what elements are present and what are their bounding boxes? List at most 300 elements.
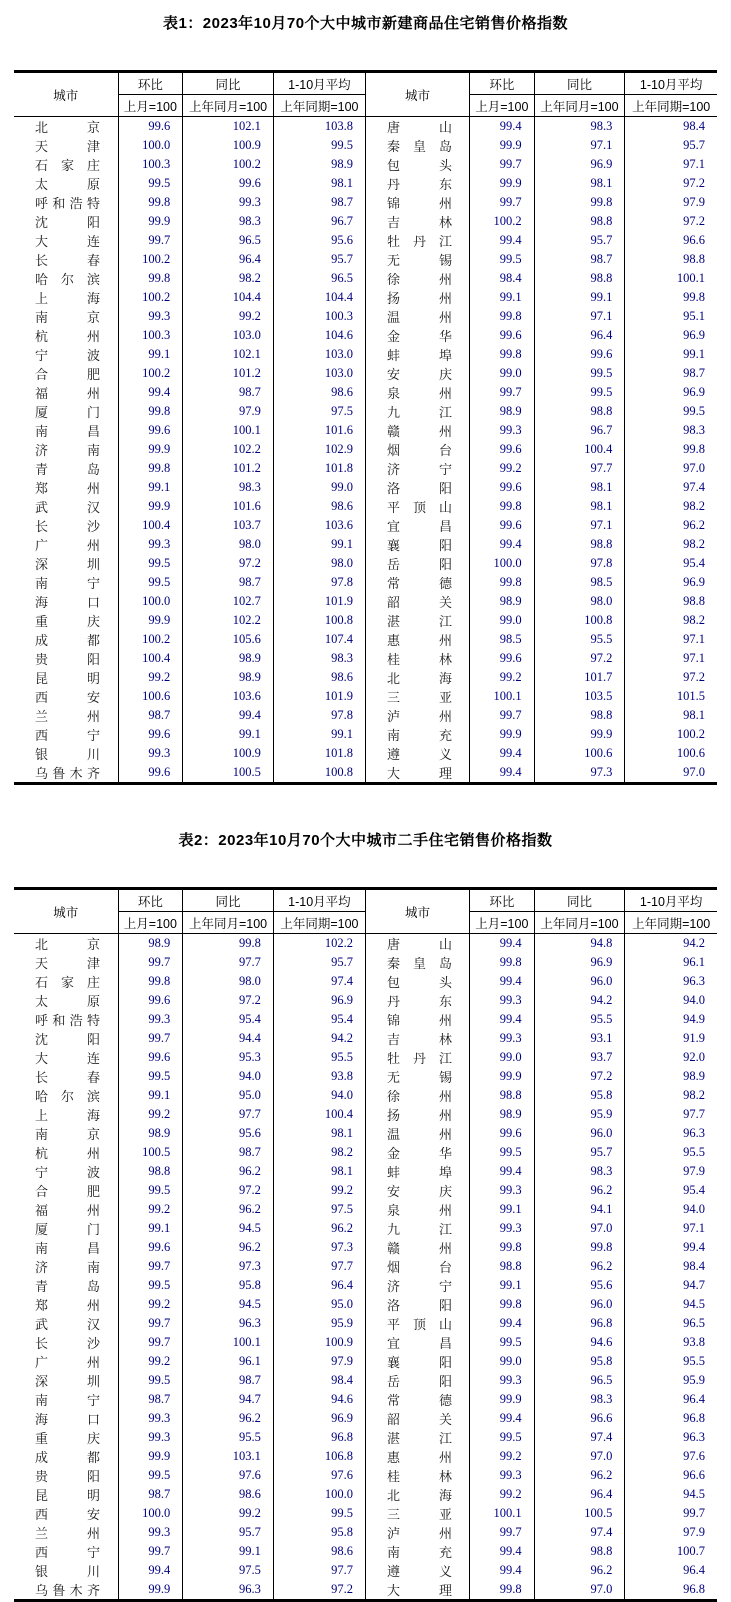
value-cell: 102.7 [183, 592, 274, 611]
value-cell: 97.2 [534, 1067, 625, 1086]
value-cell: 100.0 [469, 554, 534, 573]
value-cell: 103.0 [273, 345, 365, 364]
col-header-avg: 1-10月平均 [273, 889, 365, 912]
value-cell: 99.7 [683, 1506, 705, 1520]
city-cell [14, 497, 118, 516]
value-cell: 97.1 [534, 516, 625, 535]
value-cell: 102.2 [183, 611, 274, 630]
value-cell: 99.8 [534, 1238, 625, 1257]
city-cell [365, 364, 469, 383]
city-cell [14, 1428, 118, 1447]
table-row [14, 1276, 717, 1295]
value-cell: 96.6 [683, 1468, 705, 1482]
city-cell [365, 725, 469, 744]
city-name: 银川 [35, 1564, 100, 1579]
city-cell [14, 706, 118, 725]
city-name: 杭州 [35, 329, 100, 344]
value-cell: 103.0 [183, 326, 274, 345]
value-cell: 99.8 [469, 307, 534, 326]
value-cell: 99.2 [469, 1447, 534, 1466]
value-cell: 104.4 [183, 288, 274, 307]
value-cell: 99.2 [469, 668, 534, 687]
value-cell: 100.0 [118, 1504, 183, 1523]
value-cell: 97.5 [183, 1561, 274, 1580]
value-cell: 96.6 [683, 233, 705, 247]
col-subheader-mom-base: 上月=100 [118, 95, 183, 117]
table2-body [14, 934, 717, 1601]
value-cell: 99.4 [469, 744, 534, 763]
col-subheader-yoy-base: 上年同月=100 [534, 912, 625, 934]
value-cell: 95.9 [534, 1105, 625, 1124]
value-cell: 98.7 [273, 193, 365, 212]
value-cell: 94.6 [534, 1333, 625, 1352]
city-name: 韶关 [386, 595, 452, 610]
city-cell [14, 611, 118, 630]
city-name: 兰州 [35, 709, 100, 724]
col-header-city: 城市 [365, 889, 469, 934]
value-cell: 95.6 [183, 1124, 274, 1143]
value-cell: 99.9 [469, 1067, 534, 1086]
value-cell: 99.3 [469, 421, 534, 440]
value-cell: 96.2 [534, 1466, 625, 1485]
value-cell: 99.9 [469, 1390, 534, 1409]
value-cell: 99.5 [273, 136, 365, 155]
city-name: 南充 [386, 728, 452, 743]
city-name: 洛阳 [386, 481, 452, 496]
col-header-mom: 环比 [469, 72, 534, 95]
city-name: 北京 [35, 120, 100, 135]
value-cell: 99.7 [118, 231, 183, 250]
value-cell: 97.8 [273, 706, 365, 725]
value-cell: 96.3 [683, 1430, 705, 1444]
value-cell: 95.3 [183, 1048, 274, 1067]
value-cell: 100.7 [676, 1544, 705, 1558]
value-cell: 100.1 [469, 1504, 534, 1523]
value-cell: 99.4 [469, 972, 534, 991]
value-cell: 99.5 [118, 1466, 183, 1485]
city-name: 济南 [35, 443, 100, 458]
city-cell [14, 1295, 118, 1314]
city-cell [14, 1333, 118, 1352]
value-cell: 99.4 [683, 1240, 705, 1254]
city-name: 牡丹江 [386, 1051, 452, 1066]
value-cell: 103.5 [534, 687, 625, 706]
city-name: 厦门 [35, 1222, 100, 1237]
city-cell [14, 364, 118, 383]
value-cell: 100.2 [183, 155, 274, 174]
city-cell [365, 1067, 469, 1086]
value-cell: 99.3 [469, 1219, 534, 1238]
col-subheader-yoy-base: 上年同月=100 [183, 95, 274, 117]
city-cell [365, 345, 469, 364]
city-cell [14, 953, 118, 972]
value-cell: 101.8 [273, 459, 365, 478]
value-cell: 99.2 [183, 307, 274, 326]
value-cell: 99.7 [118, 1333, 183, 1352]
value-cell: 99.5 [118, 573, 183, 592]
city-name: 银川 [35, 747, 100, 762]
value-cell: 98.4 [683, 1259, 705, 1273]
city-name: 襄阳 [386, 1355, 452, 1370]
value-cell: 106.8 [273, 1447, 365, 1466]
city-name: 贵阳 [35, 652, 100, 667]
city-cell [14, 1523, 118, 1542]
value-cell: 101.7 [534, 668, 625, 687]
city-cell [365, 1352, 469, 1371]
value-cell: 94.0 [273, 1086, 365, 1105]
city-name: 长春 [35, 1070, 100, 1085]
city-cell [365, 459, 469, 478]
value-cell: 97.3 [273, 1238, 365, 1257]
value-cell: 100.2 [469, 212, 534, 231]
city-name: 乌鲁木齐 [35, 766, 100, 781]
city-cell [365, 1181, 469, 1200]
city-name: 哈尔滨 [35, 1089, 100, 1104]
value-cell: 97.2 [683, 670, 705, 684]
value-cell: 99.3 [118, 1409, 183, 1428]
value-cell: 96.4 [183, 250, 274, 269]
value-cell: 99.8 [118, 459, 183, 478]
value-cell: 96.3 [183, 1314, 274, 1333]
value-cell: 91.9 [683, 1031, 705, 1045]
value-cell: 95.5 [534, 630, 625, 649]
value-cell: 101.2 [183, 364, 274, 383]
table-row [14, 345, 717, 364]
city-name: 平顶山 [386, 500, 452, 515]
value-cell: 92.0 [683, 1050, 705, 1064]
value-cell: 99.4 [469, 535, 534, 554]
value-cell: 97.7 [683, 1107, 705, 1121]
city-cell [365, 231, 469, 250]
city-cell [14, 991, 118, 1010]
city-name: 呼和浩特 [35, 196, 100, 211]
table-row [14, 1447, 717, 1466]
value-cell: 99.1 [118, 1219, 183, 1238]
value-cell: 96.2 [183, 1162, 274, 1181]
value-cell: 96.4 [683, 1392, 705, 1406]
value-cell: 98.8 [469, 1086, 534, 1105]
value-cell: 96.0 [534, 1295, 625, 1314]
value-cell: 99.8 [469, 1295, 534, 1314]
city-cell [365, 1143, 469, 1162]
city-name: 九江 [386, 1222, 452, 1237]
city-name: 九江 [386, 405, 452, 420]
col-subheader-mom-base: 上月=100 [469, 912, 534, 934]
value-cell: 103.6 [183, 687, 274, 706]
value-cell: 99.9 [469, 136, 534, 155]
value-cell: 104.4 [273, 288, 365, 307]
city-cell [365, 155, 469, 174]
city-name: 北海 [386, 1488, 452, 1503]
table-row [14, 592, 717, 611]
table-row [14, 136, 717, 155]
value-cell: 97.9 [683, 1525, 705, 1539]
value-cell: 98.8 [534, 706, 625, 725]
city-name: 石家庄 [35, 158, 100, 173]
value-cell: 101.8 [273, 744, 365, 763]
value-cell: 97.5 [273, 402, 365, 421]
value-cell: 100.2 [118, 364, 183, 383]
value-cell: 99.8 [118, 402, 183, 421]
value-cell: 98.8 [534, 212, 625, 231]
value-cell: 98.9 [469, 592, 534, 611]
table-row [14, 1295, 717, 1314]
value-cell: 99.0 [469, 1352, 534, 1371]
value-cell: 98.8 [534, 402, 625, 421]
city-cell [365, 706, 469, 725]
value-cell: 99.3 [118, 1523, 183, 1542]
table-row [14, 972, 717, 991]
table-row [14, 155, 717, 174]
value-cell: 100.8 [534, 611, 625, 630]
value-cell: 99.8 [118, 972, 183, 991]
value-cell: 99.5 [683, 404, 705, 418]
city-cell [365, 1010, 469, 1029]
city-cell [14, 421, 118, 440]
city-name: 武汉 [35, 500, 100, 515]
value-cell: 99.8 [683, 290, 705, 304]
value-cell: 99.4 [469, 117, 534, 137]
table-row [14, 1105, 717, 1124]
value-cell: 100.9 [183, 744, 274, 763]
city-name: 南昌 [35, 1241, 100, 1256]
table-row [14, 117, 717, 137]
value-cell: 100.3 [273, 307, 365, 326]
city-cell [14, 972, 118, 991]
table-row [14, 516, 717, 535]
city-cell [14, 1219, 118, 1238]
value-cell: 94.8 [534, 934, 625, 954]
value-cell: 99.4 [469, 1542, 534, 1561]
value-cell: 98.0 [273, 554, 365, 573]
city-cell [14, 402, 118, 421]
value-cell: 98.9 [683, 1069, 705, 1083]
city-name: 呼和浩特 [35, 1013, 100, 1028]
value-cell: 98.8 [534, 1542, 625, 1561]
value-cell: 99.1 [183, 1542, 274, 1561]
city-cell [365, 250, 469, 269]
table-row [14, 630, 717, 649]
value-cell: 96.8 [534, 1314, 625, 1333]
table-row [14, 1219, 717, 1238]
value-cell: 99.9 [118, 611, 183, 630]
value-cell: 99.9 [118, 1447, 183, 1466]
table-row [14, 421, 717, 440]
value-cell: 100.0 [273, 1485, 365, 1504]
table2-container [0, 887, 731, 1602]
city-cell [365, 288, 469, 307]
city-cell [365, 117, 469, 137]
city-cell [365, 1295, 469, 1314]
value-cell: 100.5 [534, 1504, 625, 1523]
city-name: 西安 [35, 1507, 100, 1522]
value-cell: 99.8 [469, 345, 534, 364]
city-cell [14, 269, 118, 288]
city-cell [14, 307, 118, 326]
value-cell: 94.1 [534, 1200, 625, 1219]
value-cell: 97.0 [534, 1580, 625, 1601]
value-cell: 99.1 [183, 725, 274, 744]
value-cell: 100.2 [118, 250, 183, 269]
value-cell: 96.9 [534, 953, 625, 972]
table-row [14, 1352, 717, 1371]
city-cell [365, 497, 469, 516]
table2-title: 表2：2023年10月70个大中城市二手住宅销售价格指数 [178, 832, 553, 849]
city-name: 泉州 [386, 386, 452, 401]
city-cell [14, 212, 118, 231]
value-cell: 98.3 [683, 423, 705, 437]
value-cell: 99.5 [118, 1181, 183, 1200]
value-cell: 98.9 [273, 155, 365, 174]
value-cell: 99.4 [469, 763, 534, 784]
value-cell: 99.1 [469, 1200, 534, 1219]
value-cell: 95.0 [183, 1086, 274, 1105]
value-cell: 99.9 [118, 212, 183, 231]
city-cell [365, 193, 469, 212]
value-cell: 99.8 [469, 1580, 534, 1601]
value-cell: 95.7 [273, 953, 365, 972]
value-cell: 96.7 [534, 421, 625, 440]
value-cell: 100.6 [676, 746, 705, 760]
city-cell [365, 744, 469, 763]
value-cell: 97.7 [534, 459, 625, 478]
value-cell: 101.6 [183, 497, 274, 516]
city-cell [14, 440, 118, 459]
value-cell: 94.6 [273, 1390, 365, 1409]
value-cell: 98.6 [183, 1485, 274, 1504]
value-cell: 95.4 [273, 1010, 365, 1029]
value-cell: 99.7 [469, 1523, 534, 1542]
table-row [14, 1523, 717, 1542]
city-name: 湛江 [386, 614, 452, 629]
city-name: 长沙 [35, 519, 100, 534]
value-cell: 99.3 [469, 1371, 534, 1390]
value-cell: 98.6 [273, 668, 365, 687]
table-row [14, 649, 717, 668]
value-cell: 100.1 [676, 271, 705, 285]
value-cell: 97.6 [273, 1466, 365, 1485]
value-cell: 100.6 [118, 687, 183, 706]
value-cell: 95.7 [534, 1143, 625, 1162]
city-cell [365, 554, 469, 573]
value-cell: 99.7 [118, 1314, 183, 1333]
value-cell: 100.1 [469, 687, 534, 706]
value-cell: 97.3 [534, 763, 625, 784]
value-cell: 98.7 [118, 706, 183, 725]
city-name: 遵义 [386, 1564, 452, 1579]
col-subheader-mom-base: 上月=100 [118, 912, 183, 934]
value-cell: 94.5 [683, 1297, 705, 1311]
value-cell: 97.4 [683, 480, 705, 494]
value-cell: 98.6 [273, 497, 365, 516]
value-cell: 94.2 [273, 1029, 365, 1048]
value-cell: 99.6 [118, 991, 183, 1010]
value-cell: 99.7 [469, 383, 534, 402]
city-cell [14, 459, 118, 478]
table-row [14, 307, 717, 326]
table-row [14, 193, 717, 212]
table-row [14, 402, 717, 421]
value-cell: 97.1 [683, 651, 705, 665]
city-name: 济南 [35, 1260, 100, 1275]
value-cell: 98.5 [469, 630, 534, 649]
value-cell: 97.1 [683, 632, 705, 646]
table-row [14, 1561, 717, 1580]
col-header-mom: 环比 [118, 889, 183, 912]
table-row [14, 250, 717, 269]
value-cell: 99.4 [469, 231, 534, 250]
value-cell: 100.0 [118, 592, 183, 611]
value-cell: 99.6 [469, 478, 534, 497]
city-name: 赣州 [386, 1241, 452, 1256]
value-cell: 99.9 [469, 174, 534, 193]
col-header-city: 城市 [14, 889, 118, 934]
value-cell: 99.4 [469, 1409, 534, 1428]
table1-container [0, 70, 731, 785]
value-cell: 99.4 [469, 1561, 534, 1580]
city-name: 唐山 [386, 120, 452, 135]
city-name: 岳阳 [386, 1374, 452, 1389]
value-cell: 98.9 [469, 1105, 534, 1124]
value-cell: 100.5 [118, 1143, 183, 1162]
value-cell: 100.2 [676, 727, 705, 741]
value-cell: 98.2 [683, 1088, 705, 1102]
city-cell [365, 1276, 469, 1295]
value-cell: 98.8 [534, 269, 625, 288]
value-cell: 99.1 [469, 1276, 534, 1295]
value-cell: 99.8 [469, 497, 534, 516]
table1-new-home-price-index [14, 70, 717, 785]
value-cell: 98.8 [469, 1257, 534, 1276]
city-cell [365, 1162, 469, 1181]
city-cell [365, 1390, 469, 1409]
city-name: 南宁 [35, 576, 100, 591]
value-cell: 94.4 [183, 1029, 274, 1048]
city-cell [365, 1029, 469, 1048]
table-row [14, 1029, 717, 1048]
value-cell: 98.7 [183, 573, 274, 592]
city-cell [365, 307, 469, 326]
city-cell [365, 763, 469, 784]
value-cell: 100.8 [273, 611, 365, 630]
value-cell: 94.5 [183, 1219, 274, 1238]
value-cell: 99.0 [469, 364, 534, 383]
city-cell [14, 1257, 118, 1276]
city-name: 金华 [386, 1146, 452, 1161]
table-row [14, 1485, 717, 1504]
city-cell [365, 1580, 469, 1601]
value-cell: 99.1 [273, 725, 365, 744]
city-cell [365, 934, 469, 954]
value-cell: 96.4 [273, 1276, 365, 1295]
value-cell: 99.3 [118, 535, 183, 554]
city-cell [365, 611, 469, 630]
value-cell: 99.7 [118, 1542, 183, 1561]
value-cell: 99.2 [273, 1181, 365, 1200]
value-cell: 99.5 [118, 1067, 183, 1086]
table-row [14, 478, 717, 497]
city-cell [365, 991, 469, 1010]
city-cell [14, 1086, 118, 1105]
value-cell: 96.2 [534, 1181, 625, 1200]
value-cell: 95.8 [534, 1352, 625, 1371]
value-cell: 102.9 [273, 440, 365, 459]
city-cell [365, 1314, 469, 1333]
city-name: 蚌埠 [386, 1165, 452, 1180]
value-cell: 103.6 [273, 516, 365, 535]
city-cell [14, 1485, 118, 1504]
value-cell: 99.3 [469, 1029, 534, 1048]
